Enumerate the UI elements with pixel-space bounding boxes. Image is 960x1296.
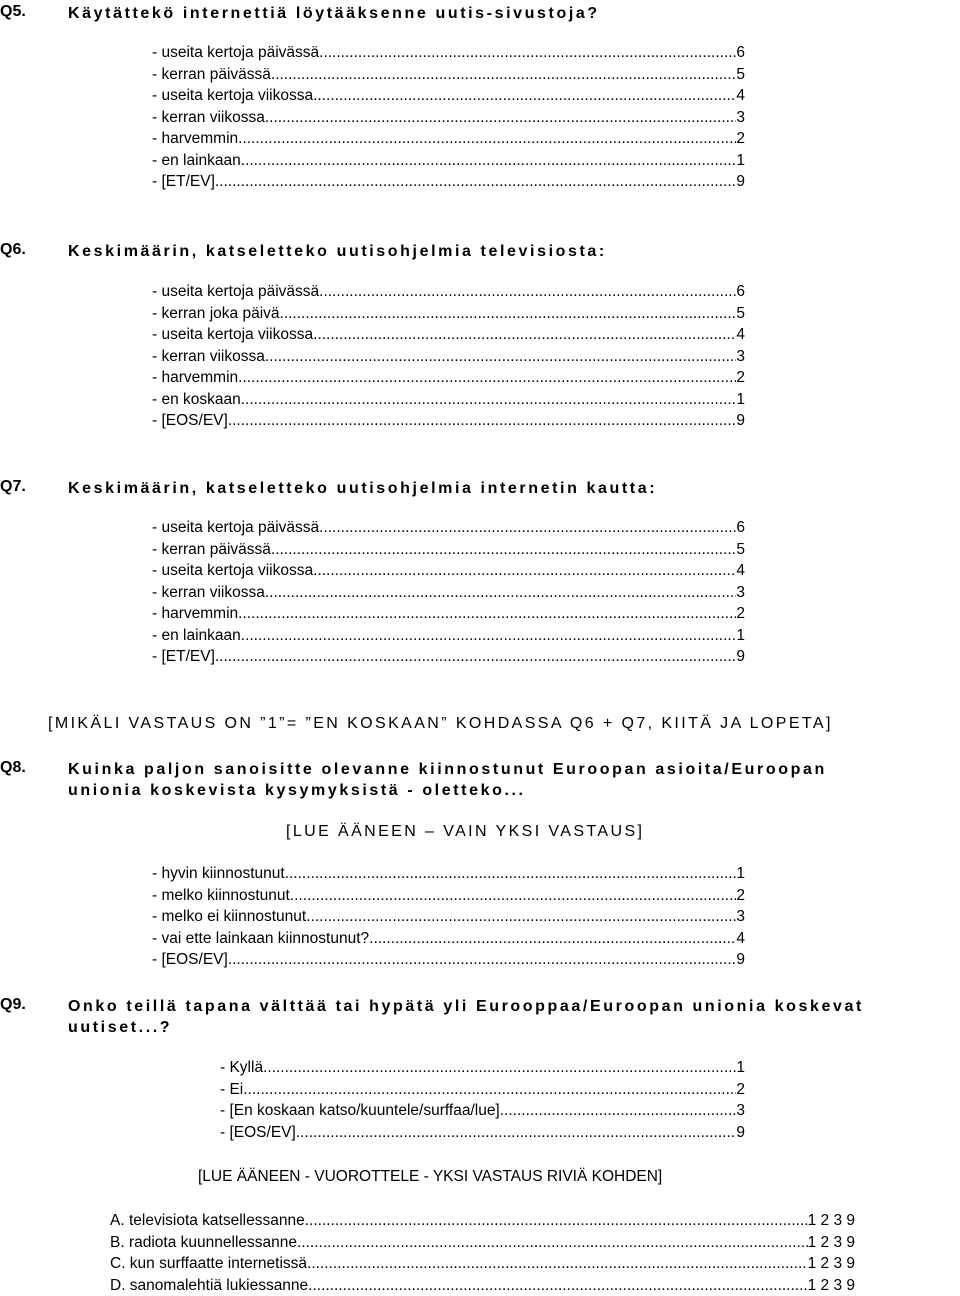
option-code: 2 xyxy=(736,130,745,147)
dot-leader xyxy=(369,928,736,950)
answer-option xyxy=(152,346,745,368)
option-code: 9 xyxy=(736,173,745,190)
dot-leader xyxy=(228,949,737,971)
option-code: 4 xyxy=(736,326,745,343)
option-code: 1 xyxy=(736,151,745,169)
option-label: - kerran viikossa xyxy=(152,347,265,365)
dot-leader xyxy=(319,517,736,539)
option-label: - [EOS/EV] xyxy=(220,1123,296,1141)
option-code: 4 xyxy=(736,87,745,104)
option-code: 5 xyxy=(736,65,745,83)
dot-leader xyxy=(265,582,737,604)
option-code: 9 xyxy=(736,412,745,429)
option-label: - harvemmin xyxy=(152,369,239,386)
option-label: - Kyllä xyxy=(220,1059,264,1076)
question-text-line2: unionia koskevista kysymyksistä - oletteko... xyxy=(68,782,526,799)
answer-option xyxy=(152,303,745,325)
option-label: C. kun surffaatte internetissä xyxy=(110,1255,308,1272)
option-label: - useita kertoja viikossa xyxy=(152,87,314,104)
answer-option xyxy=(152,906,745,928)
dot-leader xyxy=(265,107,737,129)
option-code: 2 xyxy=(736,605,745,622)
option-label: - [EOS/EV] xyxy=(152,951,228,968)
option-code: 3 xyxy=(736,108,745,126)
option-code: 6 xyxy=(736,283,745,300)
answer-option xyxy=(152,410,745,432)
dot-leader xyxy=(313,85,736,107)
option-label: D. sanomalehtiä lukiessanne xyxy=(110,1276,309,1294)
option-label: - useita kertoja päivässä xyxy=(152,519,320,536)
answer-option xyxy=(152,582,745,604)
options-q9 xyxy=(220,1057,745,1143)
option-code: 1 xyxy=(736,865,745,882)
options-q5 xyxy=(152,42,745,193)
dot-leader xyxy=(313,560,736,582)
dot-leader xyxy=(313,324,736,346)
option-code: 2 xyxy=(736,886,745,904)
option-label: - kerran joka päivä xyxy=(152,304,280,322)
skip-instruction: [MIKÄLI VASTAUS ON ”1”= ”EN KOSKAAN” KOHDASSA Q6 + Q7, KIITÄ JA LOPETA] xyxy=(48,715,833,732)
option-label: - useita kertoja päivässä xyxy=(152,44,320,61)
answer-option xyxy=(152,85,745,107)
question-text: Keskimäärin, katseletteko uutisohjelmia internetin kautta: xyxy=(68,480,658,497)
answer-option xyxy=(220,1057,745,1079)
option-label: - harvemmin xyxy=(152,130,239,147)
answer-option xyxy=(152,603,745,625)
answer-option xyxy=(152,107,745,129)
option-code: 9 xyxy=(736,951,745,968)
option-label: - harvemmin xyxy=(152,605,239,622)
question-text: Keskimäärin, katseletteko uutisohjelmia televisiosta: xyxy=(68,243,607,260)
dot-leader xyxy=(290,885,737,907)
dot-leader xyxy=(271,64,736,86)
option-label: - en lainkaan xyxy=(152,626,241,644)
answer-option xyxy=(152,367,745,389)
dot-leader xyxy=(305,1210,808,1232)
dot-leader xyxy=(228,410,737,432)
dot-leader xyxy=(296,1122,737,1144)
answer-option xyxy=(220,1079,745,1101)
options-q8 xyxy=(152,863,745,971)
option-label: - melko ei kiinnostunut xyxy=(152,908,307,925)
option-label: - [EOS/EV] xyxy=(152,412,228,429)
answer-option xyxy=(152,324,745,346)
q9-instruction: [LUE ÄÄNEEN - VUOROTTELE - YKSI VASTAUS RIVIÄ KOHDEN] xyxy=(198,1168,663,1185)
option-code: 1 2 3 9 xyxy=(807,1212,855,1229)
option-label: - melko kiinnostunut xyxy=(152,886,290,904)
option-code: 4 xyxy=(736,562,745,579)
option-code: 9 xyxy=(736,648,745,665)
option-code: 3 xyxy=(736,1102,745,1119)
answer-option xyxy=(152,389,745,411)
option-label: - kerran viikossa xyxy=(152,108,265,126)
options-q7 xyxy=(152,517,745,668)
dot-leader xyxy=(500,1100,737,1122)
dot-leader xyxy=(241,625,737,647)
option-code: 5 xyxy=(736,304,745,322)
option-label: - Ei xyxy=(220,1080,244,1098)
option-label: - useita kertoja viikossa xyxy=(152,562,314,579)
question-number: Q6. xyxy=(0,241,26,258)
option-code: 9 xyxy=(736,1123,745,1141)
answer-row xyxy=(110,1232,855,1254)
question-text: Käytättekö internettiä löytääksenne uutis-sivustoja? xyxy=(68,5,600,22)
option-code: 1 2 3 9 xyxy=(807,1233,855,1251)
option-label: - en koskaan xyxy=(152,390,241,408)
question-number: Q5. xyxy=(0,3,26,20)
dot-leader xyxy=(241,150,737,172)
answer-option xyxy=(152,281,745,303)
dot-leader xyxy=(280,303,737,325)
option-code: 2 xyxy=(736,369,745,386)
question-number: Q8. xyxy=(0,759,26,776)
option-label: - [ET/EV] xyxy=(152,173,215,190)
question-number: Q9. xyxy=(0,996,26,1013)
option-code: 1 xyxy=(736,390,745,408)
answer-option xyxy=(152,128,745,150)
option-label: - vai ette lainkaan kiinnostunut? xyxy=(152,929,370,947)
option-code: 1 2 3 9 xyxy=(807,1255,855,1272)
answer-option xyxy=(152,885,745,907)
dot-leader xyxy=(271,539,736,561)
answer-option xyxy=(220,1100,745,1122)
question-text-line1: Onko teillä tapana välttää tai hypätä yli Eurooppaa/Euroopan unionia koskevat xyxy=(68,998,864,1015)
answer-option xyxy=(152,171,745,193)
answer-option xyxy=(152,646,745,668)
dot-leader xyxy=(319,42,736,64)
option-label: B. radiota kuunnellessanne xyxy=(110,1233,297,1251)
option-code: 6 xyxy=(736,44,745,61)
dot-leader xyxy=(265,346,737,368)
options-q6 xyxy=(152,281,745,432)
dot-leader xyxy=(307,1253,808,1275)
option-code: 1 xyxy=(736,1059,745,1076)
option-label: - [ET/EV] xyxy=(152,648,215,665)
option-label: - useita kertoja päivässä xyxy=(152,283,320,300)
dot-leader xyxy=(319,281,736,303)
answer-option xyxy=(152,539,745,561)
option-label: - kerran päivässä xyxy=(152,540,271,558)
dot-leader xyxy=(243,1079,736,1101)
dot-leader xyxy=(297,1232,808,1254)
answer-option xyxy=(152,42,745,64)
dot-leader xyxy=(285,863,737,885)
question-text-line2: uutiset...? xyxy=(68,1019,173,1036)
dot-leader xyxy=(215,646,737,668)
dot-leader xyxy=(215,171,737,193)
option-code: 1 2 3 9 xyxy=(807,1276,855,1294)
option-label: - kerran päivässä xyxy=(152,65,271,83)
dot-leader xyxy=(306,906,736,928)
option-code: 6 xyxy=(736,519,745,536)
option-label: A. televisiota katsellessanne xyxy=(110,1212,305,1229)
option-code: 4 xyxy=(736,929,745,947)
question-number: Q7. xyxy=(0,478,26,495)
option-label: - hyvin kiinnostunut xyxy=(152,865,285,882)
answer-option xyxy=(152,517,745,539)
option-code: 3 xyxy=(736,347,745,365)
answer-option xyxy=(152,949,745,971)
answer-row xyxy=(110,1210,855,1232)
option-code: 3 xyxy=(736,908,745,925)
question-text-line1: Kuinka paljon sanoisitte olevanne kiinnostunut Euroopan asioita/Euroopan xyxy=(68,761,827,778)
option-code: 2 xyxy=(736,1080,745,1098)
dot-leader xyxy=(238,603,736,625)
option-code: 1 xyxy=(736,626,745,644)
option-label: - [En koskaan katso/kuuntele/surffaa/lue] xyxy=(220,1102,500,1119)
answer-option xyxy=(152,560,745,582)
q9-rows xyxy=(110,1210,855,1296)
answer-option xyxy=(152,625,745,647)
dot-leader xyxy=(238,128,736,150)
answer-row xyxy=(110,1275,855,1296)
answer-option xyxy=(220,1122,745,1144)
answer-option xyxy=(152,150,745,172)
answer-row xyxy=(110,1253,855,1275)
option-code: 3 xyxy=(736,583,745,601)
option-label: - useita kertoja viikossa xyxy=(152,326,314,343)
option-label: - en lainkaan xyxy=(152,151,241,169)
answer-option xyxy=(152,64,745,86)
dot-leader xyxy=(308,1275,807,1296)
dot-leader xyxy=(238,367,736,389)
dot-leader xyxy=(241,389,737,411)
q8-instruction: [LUE ÄÄNEEN – VAIN YKSI VASTAUS] xyxy=(286,823,645,840)
option-label: - kerran viikossa xyxy=(152,583,265,601)
answer-option xyxy=(152,863,745,885)
option-code: 5 xyxy=(736,540,745,558)
dot-leader xyxy=(263,1057,736,1079)
answer-option xyxy=(152,928,745,950)
